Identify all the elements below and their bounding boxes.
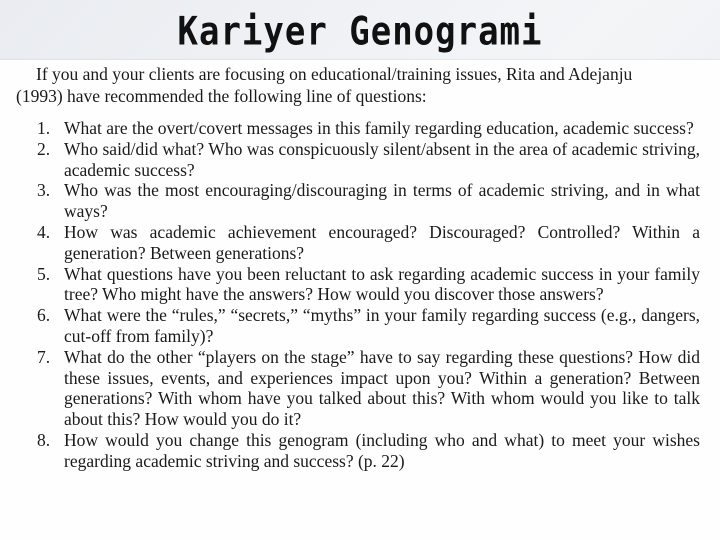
question-text: Who was the most encouraging/discouraging in terms of academic striving, and in what ways? bbox=[64, 180, 700, 222]
intro-paragraph bbox=[16, 63, 716, 107]
question-number: 6. bbox=[37, 305, 51, 326]
question-item-1 bbox=[0, 118, 700, 139]
question-item-7 bbox=[0, 347, 700, 430]
question-number: 2. bbox=[37, 138, 51, 159]
question-text: What questions have you been reluctant to ask regarding academic success in your family tree? Who might have the answers? How would you discover those answers? bbox=[64, 263, 700, 305]
slide-title: Kariyer Genogrami bbox=[177, 9, 543, 55]
question-text: Who said/did what? Who was conspicuously silent/absent in the area of academic striving, academic success? bbox=[64, 138, 700, 180]
question-text: What do the other “players on the stage” have to say regarding these questions? How did these issues, events, and experiences impact upon you? Within a generation? Between generations? With whom have you talked about this? With whom would you like to talk about this? How would you do it? bbox=[64, 346, 700, 430]
question-text: How would you change this genogram (including who and what) to meet your wishes regarding academic striving and success? (p. 22) bbox=[64, 429, 700, 471]
question-text: What were the “rules,” “secrets,” “myths” in your family regarding success (e.g., dangers, cut-off from family)? bbox=[64, 305, 700, 346]
question-item-2 bbox=[0, 139, 700, 181]
question-number: 3. bbox=[37, 180, 51, 201]
question-item-5 bbox=[0, 264, 700, 306]
intro-line-1: If you and your clients are focusing on educational/training issues, Rita and Adejanju bbox=[36, 64, 633, 84]
question-item-3 bbox=[0, 180, 700, 222]
question-item-6 bbox=[0, 305, 700, 347]
question-text: What are the overt/covert messages in this family regarding education, academic success? bbox=[64, 118, 694, 138]
question-text: How was academic achievement encouraged? Discouraged? Controlled? Within a generation? Between generations? bbox=[64, 221, 700, 263]
question-item-4 bbox=[0, 222, 700, 264]
question-list bbox=[0, 118, 700, 472]
question-number: 8. bbox=[37, 429, 51, 450]
question-number: 7. bbox=[37, 346, 51, 367]
question-item-8 bbox=[0, 430, 700, 472]
scanned-page bbox=[0, 60, 720, 540]
question-number: 1. bbox=[37, 118, 51, 138]
question-number: 5. bbox=[37, 263, 51, 284]
intro-line-2: (1993) have recommended the following line of questions: bbox=[16, 86, 427, 106]
question-number: 4. bbox=[37, 221, 51, 242]
